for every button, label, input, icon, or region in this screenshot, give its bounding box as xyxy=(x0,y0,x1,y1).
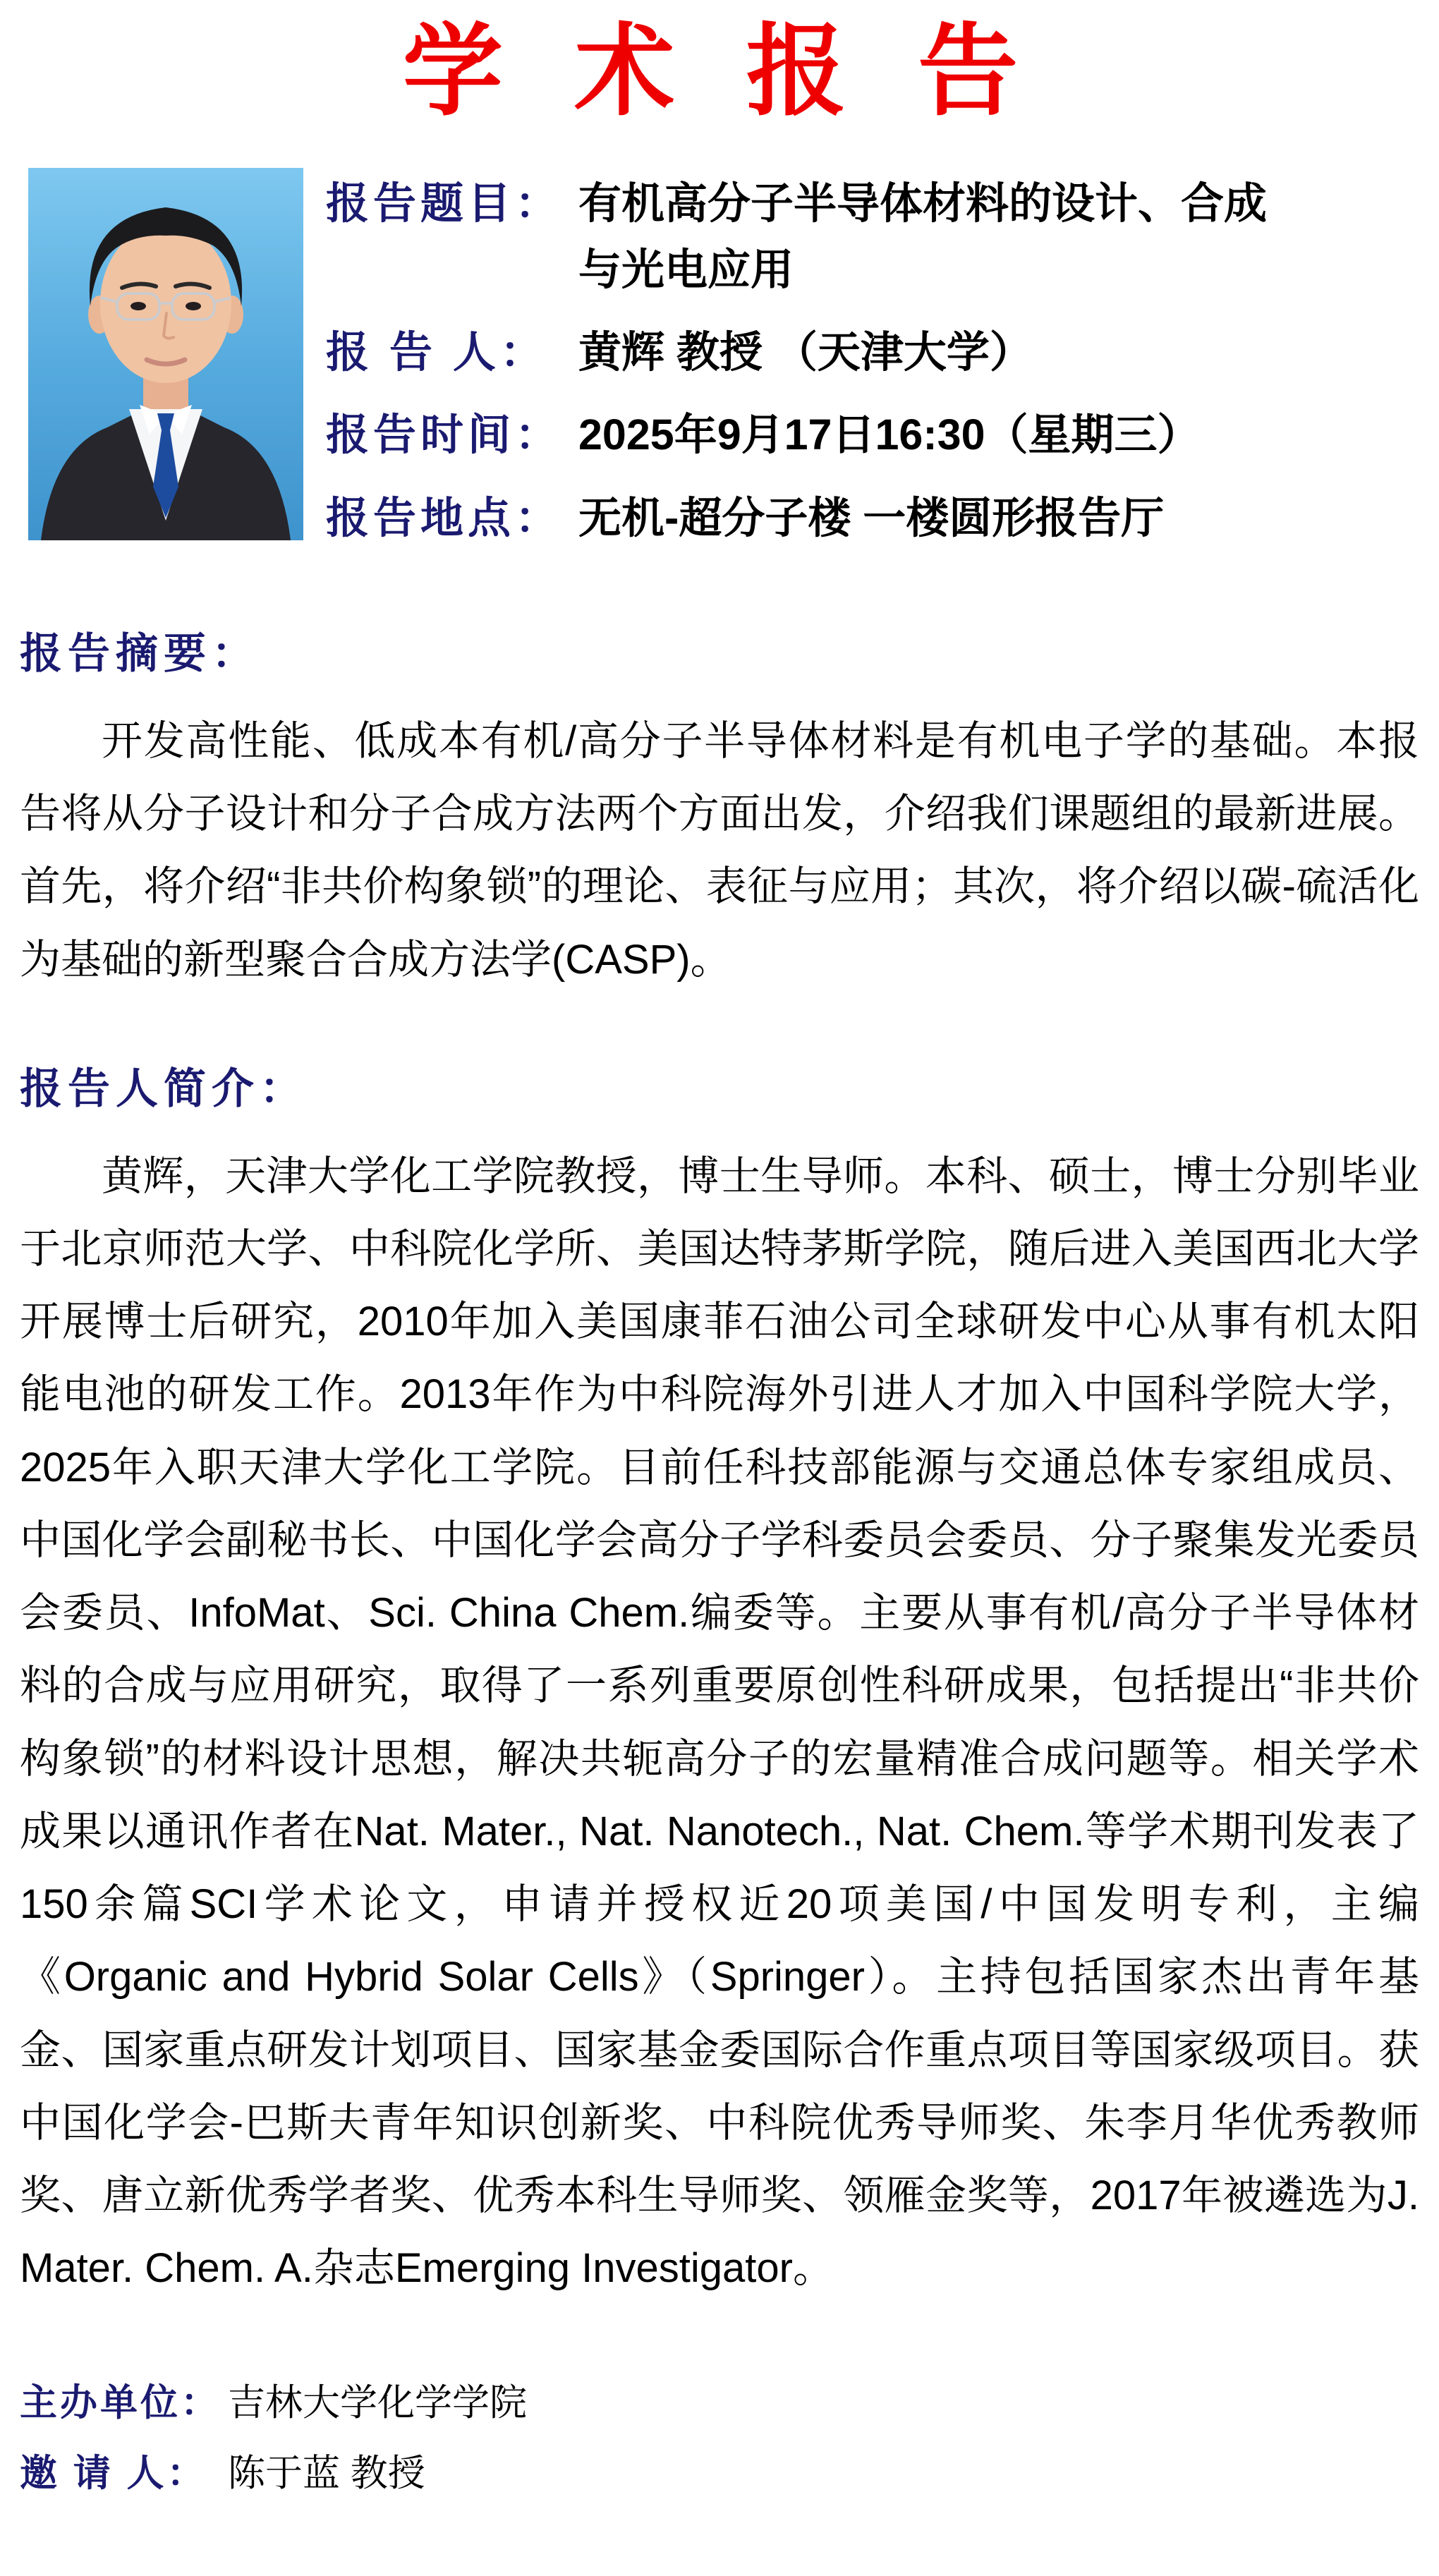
topic-value: 有机高分子半导体材料的设计、合成 与光电应用 xyxy=(578,179,1268,293)
inviter-label: 邀 请 人： xyxy=(20,2452,207,2494)
field-row-topic xyxy=(326,171,1419,303)
bio-section xyxy=(20,1055,1419,2305)
speaker-value: 黄辉 教授 （天津大学） xyxy=(578,327,1033,376)
abstract-section xyxy=(20,620,1419,996)
field-row-speaker xyxy=(326,320,1419,385)
field-row-inviter xyxy=(20,2443,1419,2497)
location-label: 报告地点： xyxy=(326,493,563,542)
abstract-heading: 报告摘要： xyxy=(20,629,260,677)
speaker-label: 报 告 人： xyxy=(326,327,547,376)
time-label: 报告时间： xyxy=(326,411,563,459)
location-value: 无机-超分子楼 一楼圆形报告厅 xyxy=(578,493,1165,542)
footer-section xyxy=(20,2373,1419,2497)
field-row-location xyxy=(326,485,1419,551)
field-row-time xyxy=(326,402,1419,468)
field-row-host xyxy=(20,2373,1419,2426)
abstract-text: 开发高性能、低成本有机/高分子半导体材料是有机电子学的基础。本报告将从分子设计和分子合成方法两个方面出发，介绍我们课题组的最新进展。首先，将介绍“非共价构象锁”的理论、表征与应用；其次，将介绍以碳-硫活化为基础的新型聚合合成方法学(CASP)。 xyxy=(20,717,1419,983)
lecture-info xyxy=(326,168,1419,568)
bio-text: 黄辉，天津大学化工学院教授，博士生导师。本科、硕士，博士分别毕业于北京师范大学、中科院化学所、美国达特茅斯学院，随后进入美国西北大学开展博士后研究，2010年加入美国康菲石油公司全球研发中心从事有机太阳能电池的研发工作。2013年作为中科院海外引进人才加入中国科学院大学，2025年入职天津大学化工学院。目前任科技部能源与交通总体专家组成员、中国化学会副秘书长、中国化学会高分子学科委员会委员、分子聚集发光委员会委员、InfoMat、Sci. China Chem.编委等。主要从事有机/高分子半导体材料的合成与应用研究，取得了一系列重要原创性科研成果，包括提出“非共价构象锁”的材料设计思想，解决共轭高分子的宏量精准合成问题等。相关学术成果以通讯作者在Nat. Mater., Nat. Nanotech., Nat. Chem.等学术期刊发表了150余篇SCI学术论文，申请并授权近20项美国/中国发明专利，主编《Organic and Hybrid Solar Cells》（Springer）。主持包括国家杰出青年基金、国家重点研发计划项目、国家基金委国际合作重点项目等国家级项目。获中国化学会-巴斯夫青年知识创新奖、中科院优秀导师奖、朱李月华优秀教师奖、唐立新优秀学者奖、优秀本科生导师奖、领雁金奖等，2017年被遴选为J. Mater. Chem. A.杂志Emerging Investigator。 xyxy=(20,1153,1419,2292)
time-value: 2025年9月17日16:30（星期三） xyxy=(578,411,1201,459)
bio-heading: 报告人简介： xyxy=(20,1064,308,1112)
header-section xyxy=(20,168,1419,568)
page-title: 学 术 报 告 xyxy=(402,13,1037,130)
inviter-value: 陈于蓝 教授 xyxy=(228,2452,425,2494)
portrait-illustration xyxy=(28,168,303,540)
speaker-photo xyxy=(28,168,303,540)
topic-label: 报告题目： xyxy=(326,179,563,228)
announcement-page xyxy=(0,13,1439,2497)
host-value: 吉林大学化学学院 xyxy=(228,2381,527,2424)
host-label: 主办单位： xyxy=(20,2381,221,2424)
